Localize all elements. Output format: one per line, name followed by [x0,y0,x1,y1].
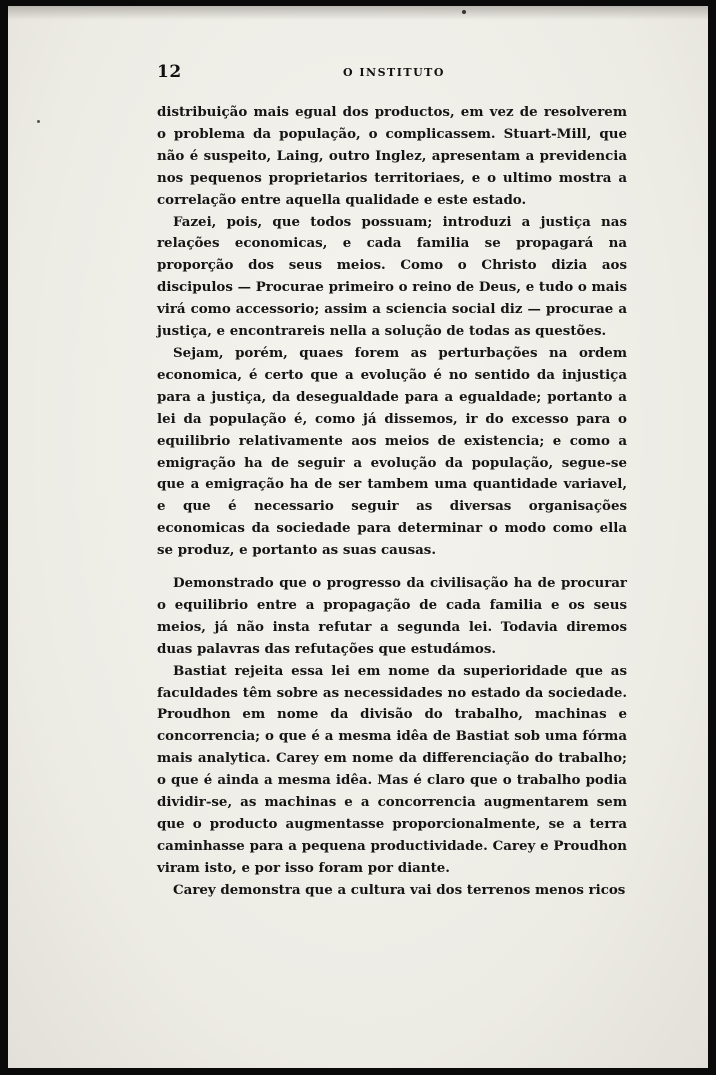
paragraph-6: Carey demonstra que a cultura vai dos terrenos menos ricos [173,881,626,898]
page-number: 12 [157,62,182,82]
ink-speck [462,10,466,14]
page-header [157,62,627,86]
page-edge-shadow [8,6,708,20]
paragraph-1: distribuição mais egual dos productos, em vez de resolverem o problema da população, o complicassem. Stuart-Mill, que não é suspeito, Laing, outro Inglez, apresentam a previdencia nos pequenos proprietarios territoriaes, e o ultimo mostra a correlação entre aquella qualidade e este estado. [157,104,627,208]
paragraph-gap [157,562,627,573]
running-title: O INSTITUTO [343,66,445,79]
paragraph-5: Bastiat rejeita essa lei em nome da superioridade que as faculdades têm sobre as necessidades no estado da sociedade. Proudhon em nome da divisão do trabalho, machinas e concorrencia; o que é a mesma idêa de Bastiat sob uma fórma mais analytica. Carey em nome da differenciação do trabalho; o que é ainda a mesma idêa. Mas é claro que o trabalho podia dividir-se, as machinas e a concorrencia augmentarem sem que o producto augmentasse proporcionalmente, se a terra caminhasse para a pequena productividade. Carey e Proudhon viram isto, e por isso foram por diante. [157,662,627,876]
body-text [157,102,627,902]
paragraph-4: Demonstrado que o progresso da civilisação ha de procurar o equilibrio entre a propagação de cada familia e os seus meios, já não insta refutar a segunda lei. Todavia diremos duas palavras das refutações que estudámos. [157,575,627,657]
paragraph-3: Sejam, porém, quaes forem as perturbações na ordem economica, é certo que a evolução é no sentido da injustiça para a justiça, da desegualdade para a egualdade; portanto a lei da população é, como já dissemos, ir do excesso para o equilibrio relativamente aos meios de existencia; e como a emigração ha de seguir a evolução da população, segue-se que a emigração ha de ser tambem uma quantidade variavel, e que é necessario seguir as diversas organisações economicas da sociedade para determinar o modo como ella se produz, e portanto as suas causas. [157,344,627,559]
paragraph-2: Fazei, pois, que todos possuam; introduzi a justiça nas relações economicas, e cada familia se propagará na proporção dos seus meios. Como o Christo dizia aos discipulos — Procurae primeiro o reino de Deus, e tudo o mais virá como accessorio; assim a sciencia social diz — procurae a justiça, e encontrareis nella a solução de todas as questões. [157,213,627,340]
margin-speck [37,120,40,123]
